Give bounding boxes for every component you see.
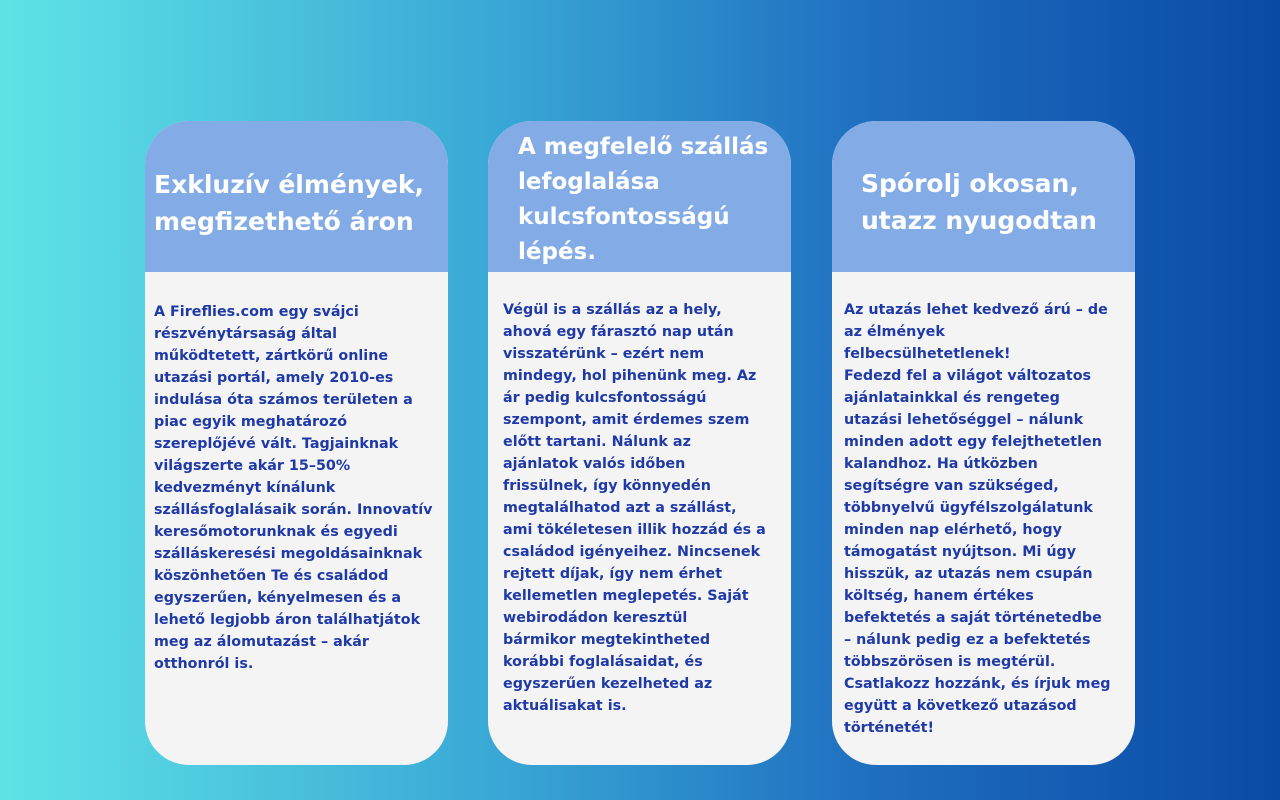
card-header: [488, 121, 791, 272]
card-title: A megfelelő szállás lefoglalása kulcsfontosságú lépés.: [518, 134, 769, 265]
card-save-smart: [832, 121, 1135, 765]
card-description: Végül is a szállás az a hely, ahová egy fárasztó nap után visszatérünk – ezért nem mindegy, hol pihenünk meg. Az ár pedig kulcsfontosságú szempont, amit érdemes szem előtt tartani. Nálunk az ajánlatok valós időben frissülnek, így könnyedén megtalálhatod azt a szállást, ami tökéletesen illik hozzád és a családod igényeihez. Nincsenek rejtett díjak, így nem érhet kellemetlen meglepetés. Saját webirodádon keresztül bármikor megtekintheted korábbi foglalásaidat, és egyszerűen kezelheted az aktuálisakat is.: [503, 302, 766, 714]
card-exclusive-experiences: [145, 121, 448, 765]
card-header: [832, 121, 1135, 272]
card-description: Az utazás lehet kedvező árú – de az élmények felbecsülhetetlenek! Fedezd fel a világot változatos ajánlatainkkal és rengeteg utazási lehetőséggel – nálunk minden adott egy felejthetetlen kalandhoz. Ha útközben segítségre van szükséged, többnyelvű ügyfélszolgálatunk minden nap elérhető, hogy támogatást nyújtson. Mi úgy hisszük, az utazás nem csupán költség, hanem értékes befektetés a saját történetedbe – nálunk pedig ez a befektetés többszörösen is megtérül. Csatlakozz hozzánk, és írjuk meg együtt a következő utazásod történetét!: [844, 302, 1111, 736]
card-header: [145, 121, 448, 272]
card-right-accommodation: [488, 121, 791, 765]
card-title: Exkluzív élmények, megfizethető áron: [154, 170, 425, 236]
card-description: A Fireflies.com egy svájci részvénytársaság által működtetett, zártkörű online utazási portál, amely 2010-es indulása óta számos területen a piac egyik meghatározó szereplőjévé vált. Tagjainknak világszerte akár 15–50% kedvezményt kínálunk szállásfoglalásaik során. Innovatív keresőmotorunknak és egyedi szálláskeresési megoldásainknak köszönhetően Te és családod egyszerűen, kényelmesen és a lehető legjobb áron találhatjátok meg az álomutazást – akár otthonról is.: [154, 304, 433, 672]
card-title: Spórolj okosan, utazz nyugodtan: [861, 169, 1097, 235]
